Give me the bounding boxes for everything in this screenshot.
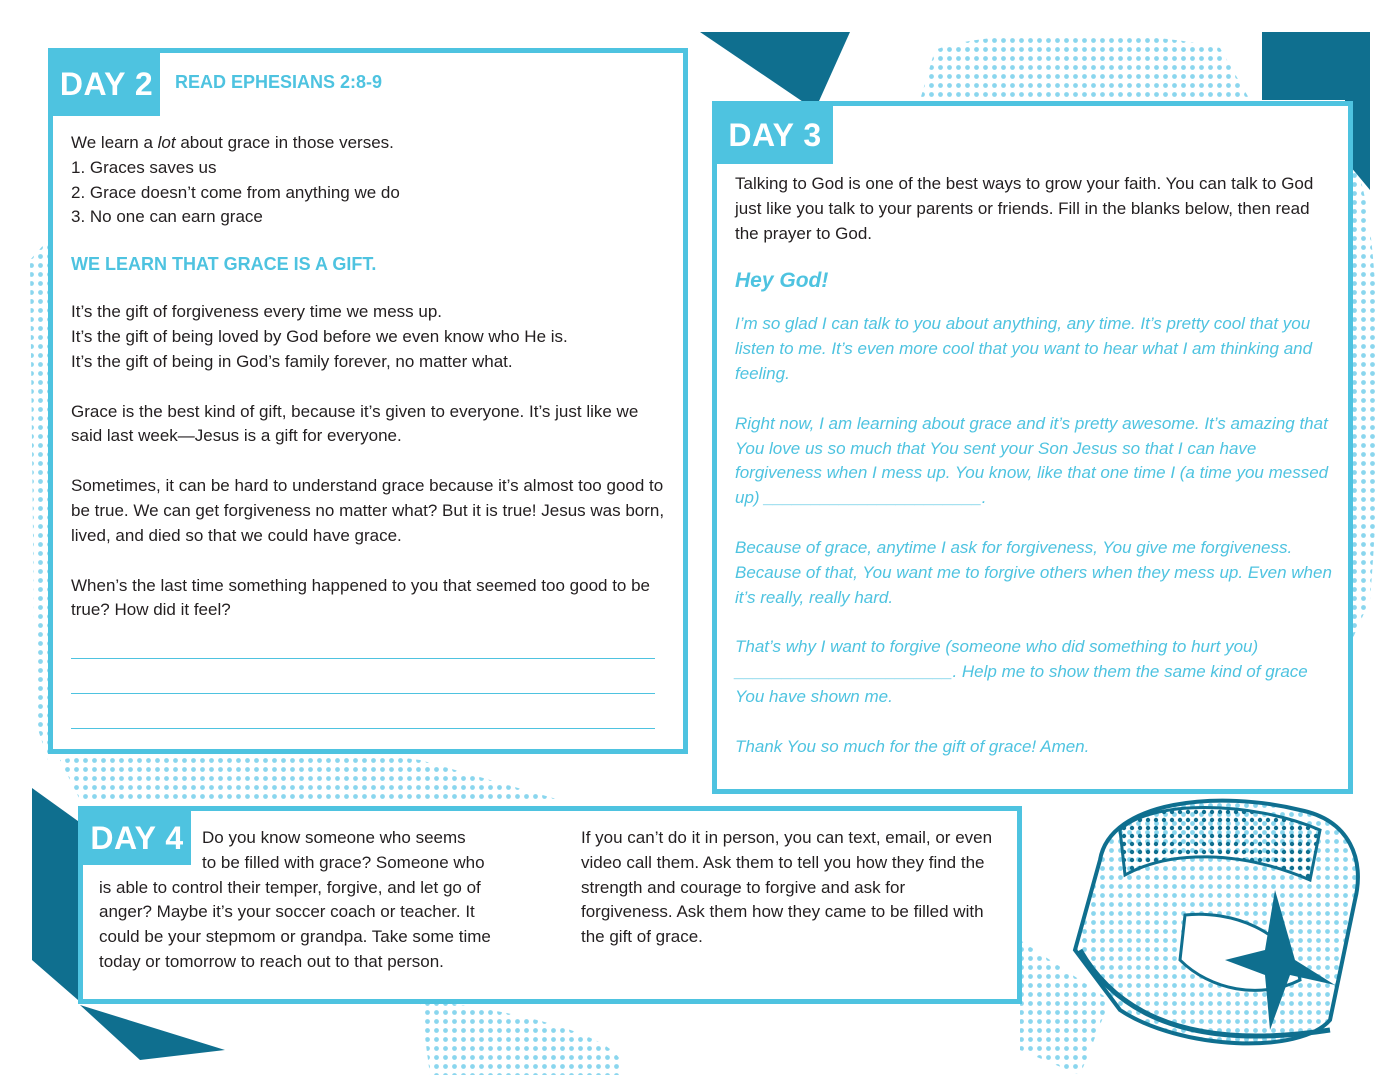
day4-column-1 [99,826,529,975]
answer-line[interactable] [71,658,655,659]
day2-paragraph: Sometimes, it can be hard to understand grace because it’s almost too good to be true. We can get forgiveness no matter what? But it is true! Jesus was born, lived, and died so that we could have grace. [71,476,665,545]
day2-question: When’s the last time something happened to you that seemed too good to be true? How did it feel? [71,575,651,620]
day4-line: anger? Maybe it’s your soccer coach or teacher. It [99,902,475,922]
day4-line: is able to control their temper, forgive, and let go of [99,877,481,897]
day4-column-2 [581,826,1001,950]
day4-tab: DAY 4 [83,811,191,865]
prayer-paragraph: Thank You so much for the gift of grace! Amen. [735,736,1090,756]
day4-paragraph: If you can’t do it in person, you can text, email, or even video call them. Ask them to tell you how they find the strength and courage to forgive and ask for forgiveness. Ask them how they came to be filled with the gift of grace. [581,828,993,947]
day2-list-item: 2. Grace doesn’t come from anything we do [71,182,400,202]
prayer-paragraph: Right now, I am learning about grace and it’s pretty awesome. It’s amazing that You love us so much that You sent your Son Jesus so that I can have forgiveness when I mess up. You know, like that one time I (a time you messed up) _______________________. [735,413,1329,508]
day3-intro: Talking to God is one of the best ways to grow your faith. You can talk to God just like you talk to your parents or friends. Fill in the blanks below, then read the prayer to God. [735,174,1314,243]
day3-content [735,172,1335,760]
day4-line: Do you know someone who seems [202,828,466,847]
day4-line: today or tomorrow to reach out to that person. [99,951,444,971]
day3-tab: DAY 3 [717,106,833,164]
day2-paragraph: Grace is the best kind of gift, because it’s given to everyone. It’s just like we said last week—Jesus is a gift for everyone. [71,401,639,446]
answer-line[interactable] [71,728,655,729]
teal-shape-bottom [80,1005,225,1060]
day2-tab: DAY 2 [53,53,160,116]
day3-greeting: Hey God! [735,269,829,293]
day2-gift-line: It’s the gift of forgiveness every time we mess up. [71,302,443,322]
day4-line: to be filled with grace? Someone who [202,852,485,872]
day2-list-item: 3. No one can earn grace [71,207,263,227]
prayer-paragraph: That’s why I want to forgive (someone who did something to hurt you) _______________________. Help me to show them the same kind of grace You have shown me. [735,637,1308,706]
helmet-illustration [1075,801,1358,1044]
prayer-paragraph: Because of grace, anytime I ask for forgiveness, You give me forgiveness. Because of that, You want me to forgive others when they mess up. Even when it’s really, really hard. [735,537,1332,607]
day2-list-item: 1. Graces saves us [71,157,217,177]
halftone-blob-bottom [420,1000,622,1075]
day2-gift-line: It’s the gift of being in God’s family forever, no matter what. [71,351,513,371]
day4-line: could be your stepmom or grandpa. Take some time [99,927,491,947]
day2-content [71,131,671,623]
teal-shape-top [700,32,850,110]
answer-line[interactable] [71,693,655,694]
day2-gift-line: It’s the gift of being loved by God before we even know who He is. [71,326,568,346]
halftone-blob-right [1352,160,1378,640]
day2-heading: WE LEARN THAT GRACE IS A GIFT. [71,254,377,275]
halftone-blob-top [920,34,1250,100]
halftone-blob-left [30,240,48,760]
day2-reference: READ EPHESIANS 2:8-9 [175,72,383,92]
prayer-paragraph: I’m so glad I can talk to you about anything, any time. It’s pretty cool that you listen to me. It’s even more cool that you want to hear what I am thinking and feeling. [735,314,1313,383]
day2-intro: We learn a lot about grace in those verses. [71,133,394,152]
halftone-blob-mid [60,747,560,800]
